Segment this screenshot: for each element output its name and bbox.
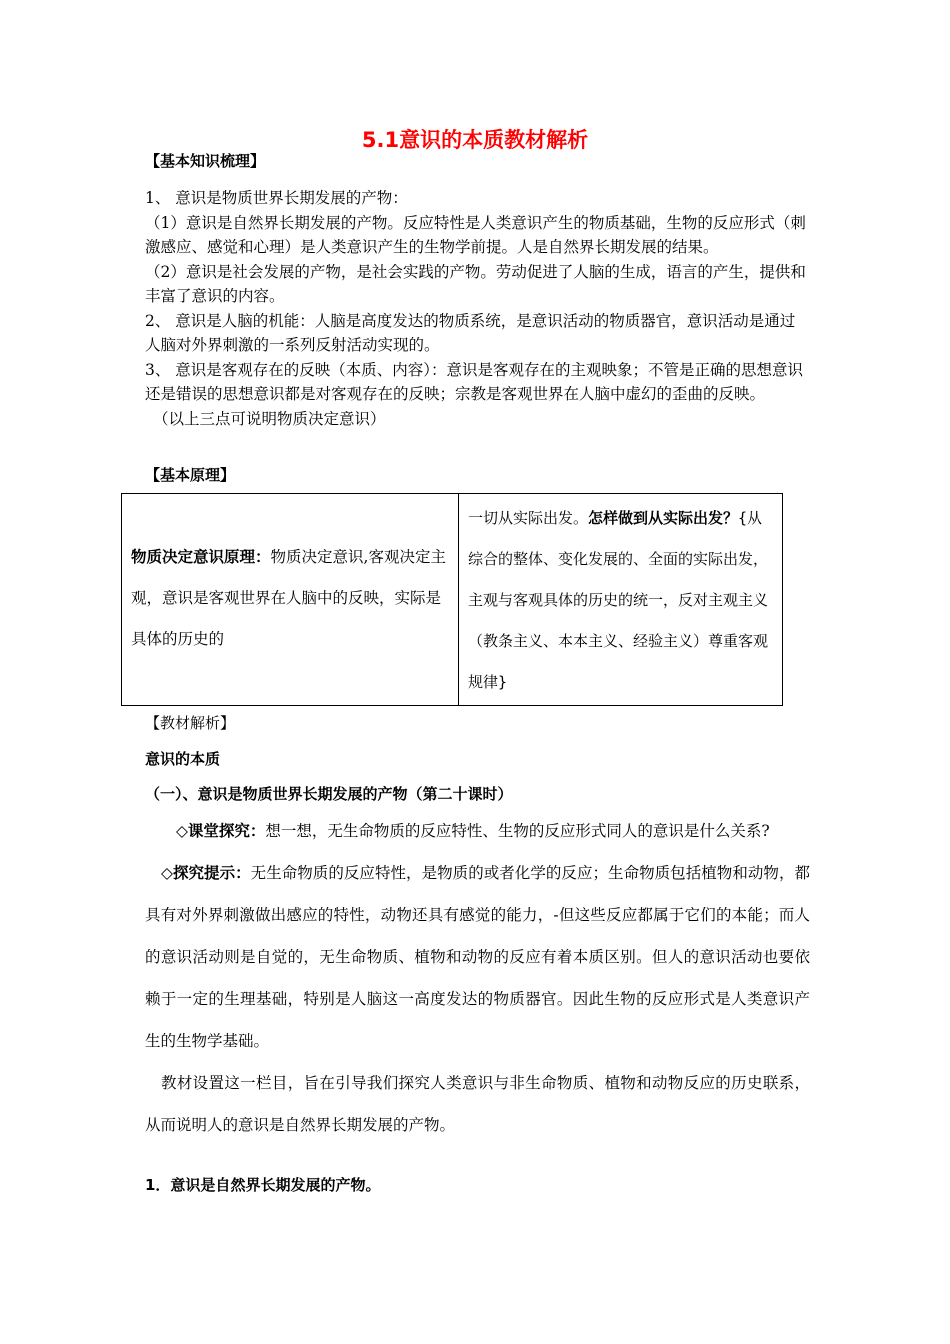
point-1-1: （1）意识是自然界长期发展的产物。反应特性是人类意识产生的物质基础，生物的反应形式（刺激感应、感觉和心理）是人类意识产生的生物学前提。人是自然界长期发展的结果。 (145, 213, 806, 256)
textbook-paragraph: 教材设置这一栏目，旨在引导我们探究人类意识与非生命物质、植物和动物反应的历史联系，从而说明人的意识是自然界长期发展的产物。 (145, 1074, 810, 1134)
principle-text: 物质决定意识,客观决定主观，意识是客观世界在人脑中的反映，实际是具体的历史的 (131, 548, 446, 648)
point-3: 3、 意识是客观存在的反映（本质、内容）：意识是客观存在的主观映象；不管是正确的思想意识还是错误的思想意识都是对客观存在的反映；宗教是客观世界在人脑中虚幻的歪曲的反映。 (145, 360, 804, 403)
principle-name: 物质决定意识原理： (131, 547, 271, 566)
point-2: 2、 意识是人脑的机能：人脑是高度发达的物质系统，是意识活动的物质器官，意识活动是通过人脑对外界刺激的一系列反射活动实现的。 (145, 311, 796, 354)
summary-note: （以上三点可说明物质决定意识） (153, 409, 386, 428)
heading-basic-knowledge: 【基本知识梳理】 (145, 152, 266, 170)
principle-cell-right (459, 494, 782, 705)
methodology-detail: {从综合的整体、变化发展的、全面的实际出发，主观与客观具体的历史的统一，反对主观主义（教条主义、本本主义、经验主义）尊重客观规律} (468, 509, 769, 691)
methodology-text: 一切从实际出发。 (468, 509, 589, 527)
principle-cell-left (122, 494, 459, 705)
page-title: 5.1意识的本质教材解析 (361, 128, 589, 152)
explore-body (145, 810, 810, 1146)
explore-text: 想一想，无生命物质的反应特性、生物的反应形式同人的意识是什么关系? (265, 822, 770, 840)
hint-label: ◇探究提示： (161, 863, 251, 882)
heading-textbook-analysis: 【教材解析】 (145, 714, 236, 732)
section-one-heading: （一）、意识是物质世界长期发展的产物（第二十课时） (145, 785, 513, 803)
explore-paragraph (145, 810, 810, 852)
heading-basic-principle: 【基本原理】 (145, 466, 236, 484)
point-1: 1、 意识是物质世界长期发展的产物： (145, 189, 408, 207)
hint-text: 无生命物质的反应特性，是物质的或者化学的反应；生命物质包括植物和动物，都具有对外界刺激做出感应的特性，动物还具有感觉的能力，-但这些反应都属于它们的本能；而人的意识活动则是自觉的，无生命物质、植物和动物的反应有着本质区别。但人的意识活动也要依赖于一定的生理基础，特别是人脑这一高度发达的物质器官。因此生物的反应形式是人类意识产生的生物学基础。 (145, 864, 810, 1050)
basic-knowledge-body (145, 186, 810, 431)
hint-paragraph (145, 852, 810, 1062)
principle-table (121, 493, 783, 706)
section-essence: 意识的本质 (145, 750, 221, 768)
point-1-2: （2）意识是社会发展的产物，是社会实践的产物。劳动促进了人脑的生成，语言的产生，提供和丰富了意识的内容。 (145, 262, 806, 305)
explore-label: ◇课堂探究： (176, 821, 266, 840)
point-1-heading: 1．意识是自然界长期发展的产物。 (145, 1176, 381, 1194)
methodology-question: 怎样做到从实际出发？ (588, 509, 739, 527)
